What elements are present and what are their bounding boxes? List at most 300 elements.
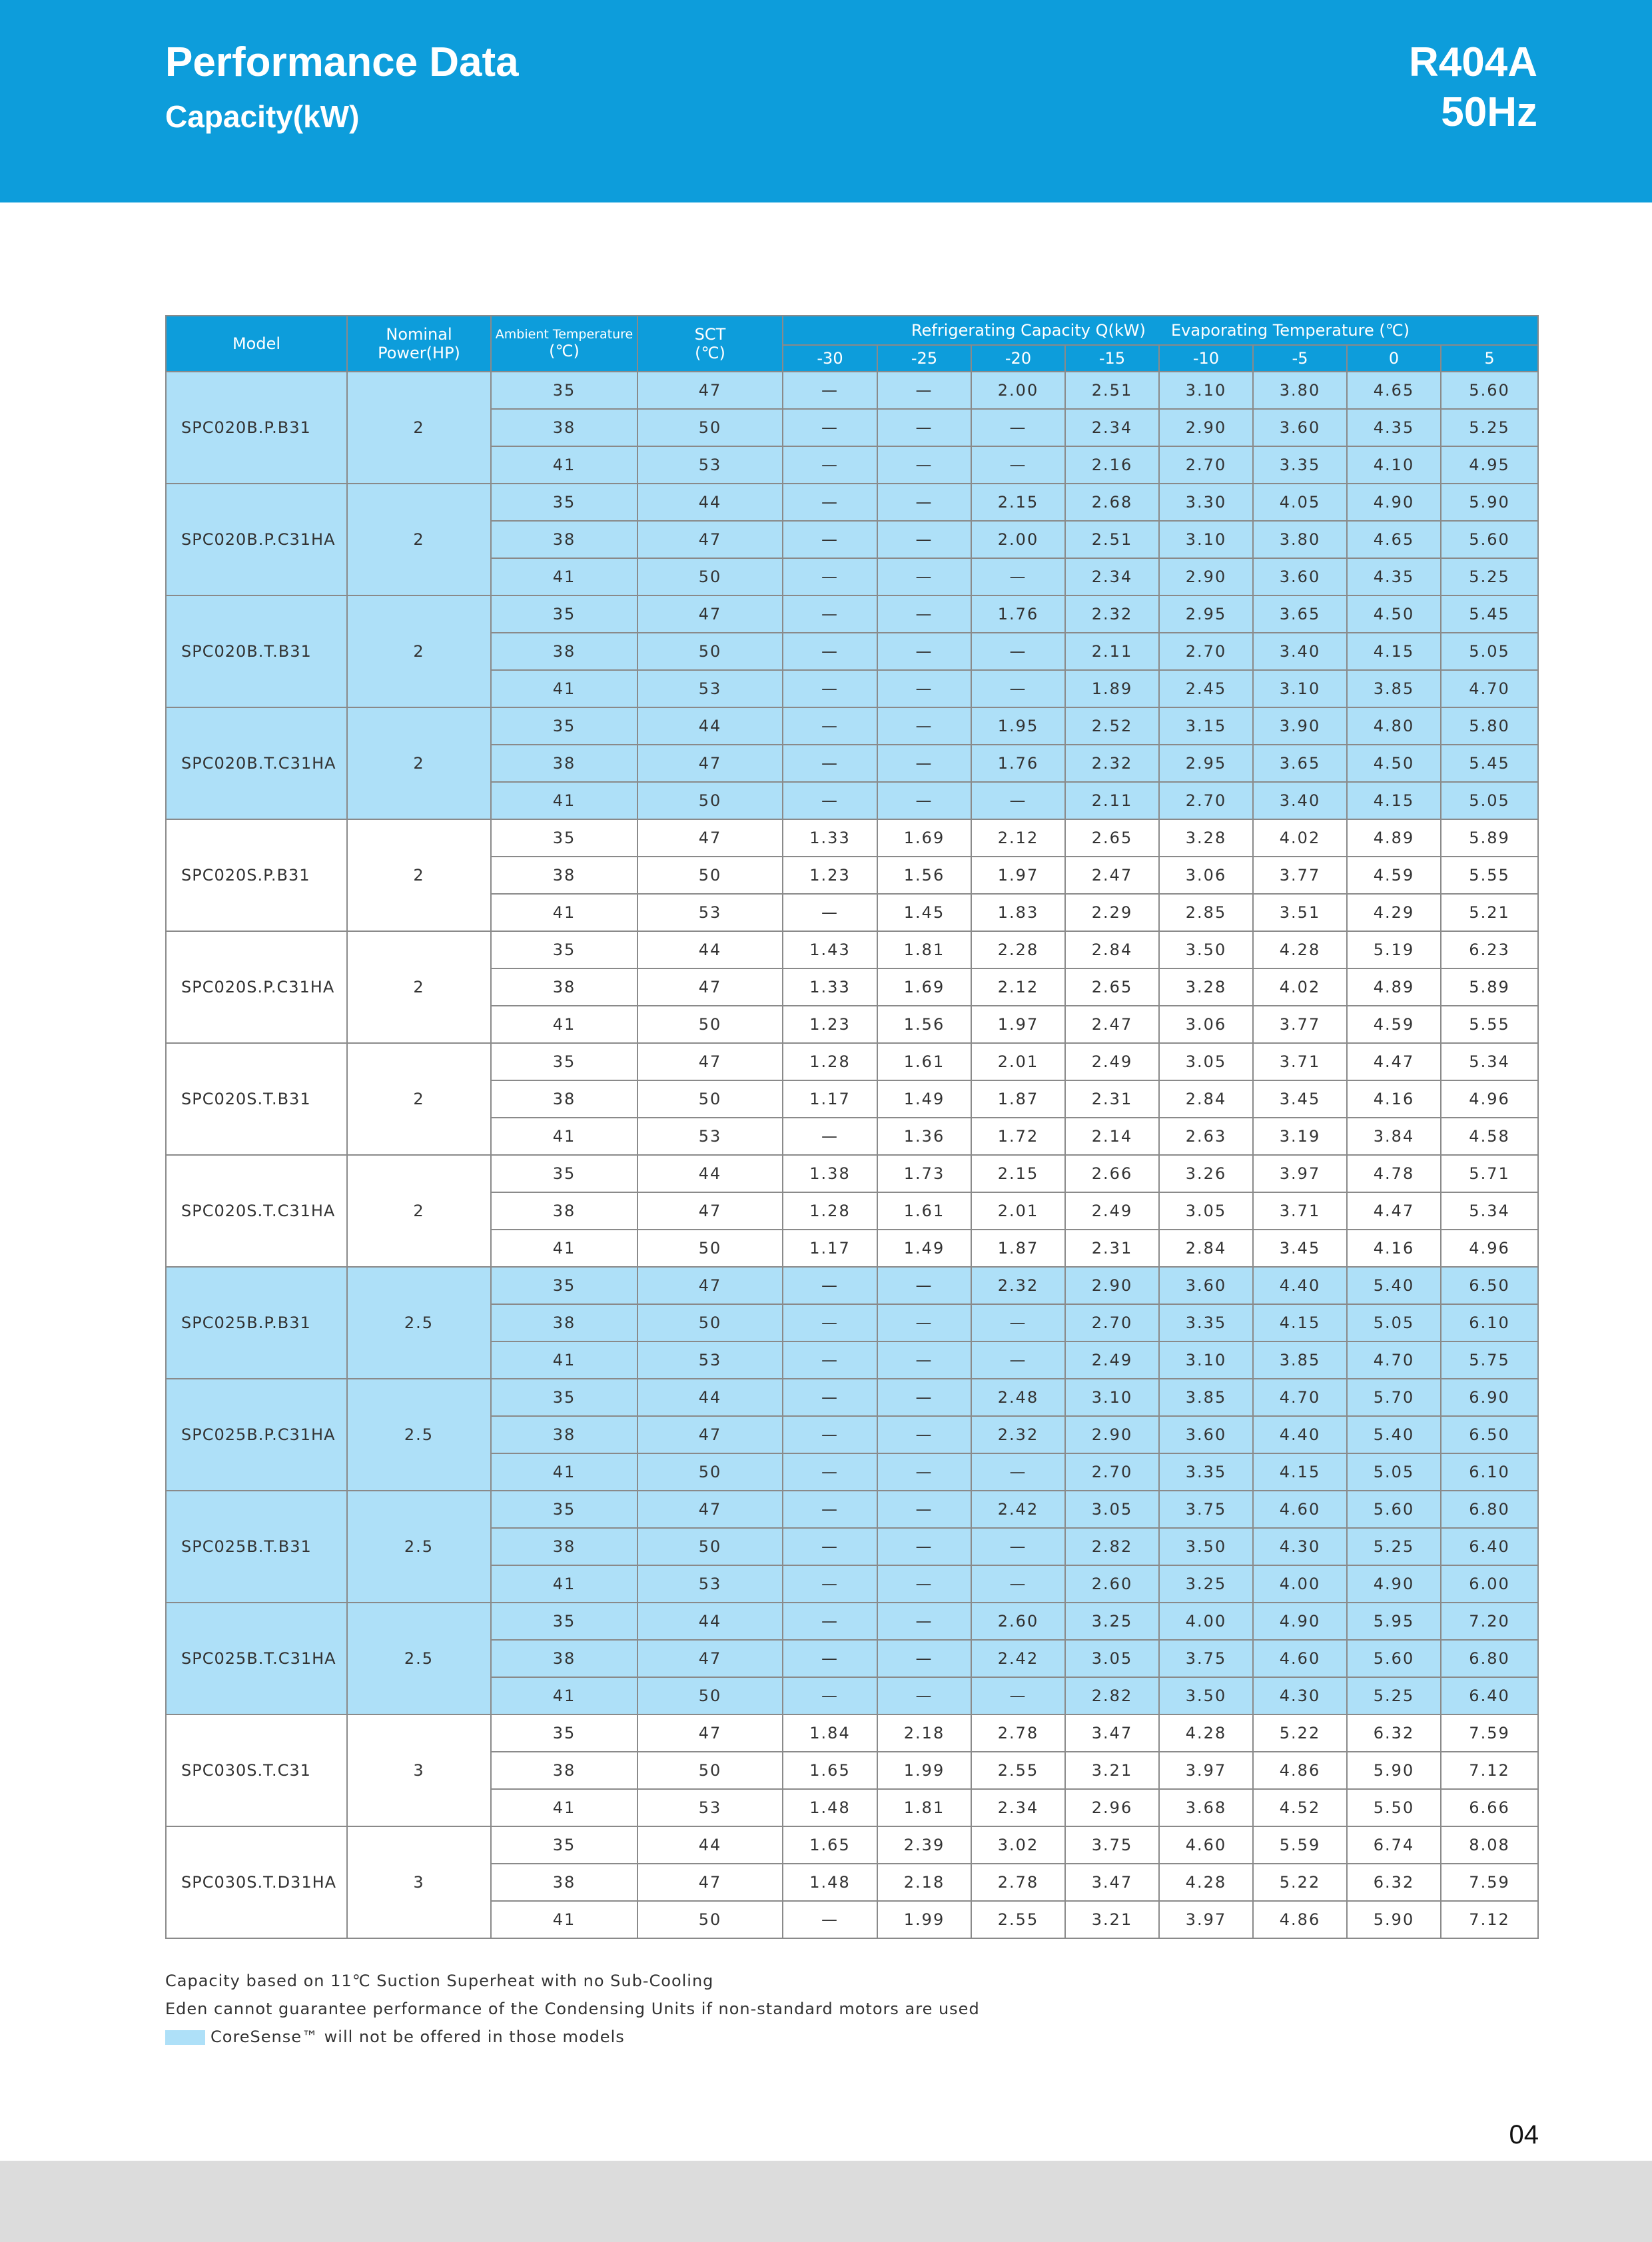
- capacity-value: 7.59: [1441, 1714, 1538, 1752]
- capacity-value: 4.40: [1253, 1267, 1347, 1304]
- page-subtitle: Capacity(kW): [165, 99, 360, 134]
- capacity-value: 1.28: [783, 1043, 877, 1080]
- capacity-value: 3.60: [1253, 409, 1347, 446]
- ambient-temp: 35: [491, 931, 637, 968]
- frequency-label: 50Hz: [1441, 89, 1537, 135]
- capacity-value: 2.95: [1159, 595, 1253, 633]
- capacity-value: 5.75: [1441, 1341, 1538, 1379]
- capacity-value: 4.15: [1347, 782, 1441, 819]
- capacity-value: 5.40: [1347, 1267, 1441, 1304]
- capacity-value: 2.70: [1159, 782, 1253, 819]
- capacity-value: —: [971, 1453, 1065, 1491]
- nominal-power: 2.5: [347, 1491, 491, 1603]
- capacity-value: —: [783, 1379, 877, 1416]
- capacity-value: 7.12: [1441, 1901, 1538, 1938]
- capacity-value: 4.70: [1253, 1379, 1347, 1416]
- evap-temp-header: -20: [971, 345, 1065, 372]
- ambient-temp: 38: [491, 521, 637, 558]
- capacity-value: 2.47: [1065, 1006, 1159, 1043]
- nominal-power: 2.5: [347, 1379, 491, 1491]
- model-name: SPC025B.T.C31HA: [166, 1603, 347, 1714]
- capacity-value: —: [783, 1603, 877, 1640]
- capacity-value: —: [783, 409, 877, 446]
- capacity-value: 4.89: [1347, 968, 1441, 1006]
- capacity-value: 3.77: [1253, 857, 1347, 894]
- capacity-value: 3.80: [1253, 521, 1347, 558]
- legend-text: CoreSense™ will not be offered in those models: [210, 2028, 625, 2046]
- model-name: SPC025B.P.C31HA: [166, 1379, 347, 1491]
- capacity-value: 7.12: [1441, 1752, 1538, 1789]
- capacity-value: 4.70: [1441, 670, 1538, 707]
- capacity-value: 3.35: [1159, 1453, 1253, 1491]
- capacity-value: 4.40: [1253, 1416, 1347, 1453]
- capacity-value: 2.52: [1065, 707, 1159, 745]
- capacity-value: —: [783, 558, 877, 595]
- capacity-value: 4.95: [1441, 446, 1538, 484]
- capacity-value: —: [971, 782, 1065, 819]
- capacity-value: 4.52: [1253, 1789, 1347, 1826]
- capacity-value: —: [783, 670, 877, 707]
- capacity-value: 1.17: [783, 1230, 877, 1267]
- capacity-value: 5.60: [1347, 1491, 1441, 1528]
- evap-temp-header: 5: [1441, 345, 1538, 372]
- capacity-value: —: [877, 1677, 971, 1714]
- capacity-value: 1.99: [877, 1901, 971, 1938]
- legend: [165, 2023, 980, 2051]
- capacity-value: 4.50: [1347, 745, 1441, 782]
- capacity-value: 6.10: [1441, 1453, 1538, 1491]
- capacity-value: —: [877, 670, 971, 707]
- ambient-temp: 35: [491, 484, 637, 521]
- capacity-value: 5.60: [1441, 372, 1538, 409]
- ambient-temp: 41: [491, 1565, 637, 1603]
- capacity-value: 2.11: [1065, 633, 1159, 670]
- sct-temp: 44: [637, 1155, 783, 1192]
- ambient-temp: 41: [491, 1230, 637, 1267]
- capacity-value: 1.87: [971, 1080, 1065, 1118]
- sct-temp: 53: [637, 1789, 783, 1826]
- capacity-value: —: [877, 1453, 971, 1491]
- sct-temp: 50: [637, 1752, 783, 1789]
- capacity-value: 1.56: [877, 1006, 971, 1043]
- sct-temp: 50: [637, 633, 783, 670]
- sct-temp: 53: [637, 1341, 783, 1379]
- evap-temp-header: -10: [1159, 345, 1253, 372]
- capacity-value: 3.75: [1065, 1826, 1159, 1864]
- capacity-value: 3.47: [1065, 1864, 1159, 1901]
- sct-temp: 47: [637, 1192, 783, 1230]
- capacity-value: 2.18: [877, 1714, 971, 1752]
- capacity-value: 2.00: [971, 521, 1065, 558]
- capacity-value: 4.02: [1253, 968, 1347, 1006]
- capacity-value: 3.02: [971, 1826, 1065, 1864]
- capacity-value: 1.28: [783, 1192, 877, 1230]
- sct-temp: 47: [637, 819, 783, 857]
- capacity-value: 1.33: [783, 968, 877, 1006]
- capacity-value: 2.55: [971, 1752, 1065, 1789]
- ambient-temp: 35: [491, 819, 637, 857]
- capacity-value: 4.15: [1347, 633, 1441, 670]
- capacity-value: —: [877, 521, 971, 558]
- capacity-value: —: [877, 1416, 971, 1453]
- capacity-value: 1.43: [783, 931, 877, 968]
- nominal-power: 2.5: [347, 1603, 491, 1714]
- capacity-value: 2.96: [1065, 1789, 1159, 1826]
- capacity-value: 5.59: [1253, 1826, 1347, 1864]
- page-number: 04: [1509, 2120, 1539, 2149]
- capacity-value: 4.78: [1347, 1155, 1441, 1192]
- performance-table-wrapper: [165, 315, 1537, 1939]
- nominal-power: 2: [347, 707, 491, 819]
- capacity-value: 2.15: [971, 1155, 1065, 1192]
- capacity-value: 4.58: [1441, 1118, 1538, 1155]
- capacity-value: 3.10: [1065, 1379, 1159, 1416]
- sct-temp: 50: [637, 1677, 783, 1714]
- capacity-value: —: [971, 446, 1065, 484]
- table-row: [166, 707, 1538, 745]
- capacity-value: 2.60: [971, 1603, 1065, 1640]
- notes: [165, 1967, 980, 2051]
- capacity-value: 2.51: [1065, 521, 1159, 558]
- capacity-value: 2.85: [1159, 894, 1253, 931]
- ambient-temp: 41: [491, 670, 637, 707]
- capacity-value: 3.05: [1065, 1640, 1159, 1677]
- capacity-value: 4.47: [1347, 1192, 1441, 1230]
- sct-temp: 44: [637, 1379, 783, 1416]
- capacity-value: —: [877, 1304, 971, 1341]
- capacity-value: —: [783, 521, 877, 558]
- capacity-value: 3.75: [1159, 1491, 1253, 1528]
- capacity-value: 5.70: [1347, 1379, 1441, 1416]
- ambient-temp: 41: [491, 1006, 637, 1043]
- capacity-value: 2.49: [1065, 1192, 1159, 1230]
- col-ambient-unit: (℃): [549, 342, 580, 360]
- capacity-value: —: [783, 484, 877, 521]
- capacity-value: —: [783, 1341, 877, 1379]
- capacity-value: —: [783, 633, 877, 670]
- capacity-value: 3.25: [1159, 1565, 1253, 1603]
- capacity-value: 4.96: [1441, 1230, 1538, 1267]
- col-sct: [637, 316, 783, 372]
- capacity-value: 3.77: [1253, 1006, 1347, 1043]
- capacity-value: 5.45: [1441, 745, 1538, 782]
- ambient-temp: 38: [491, 968, 637, 1006]
- sct-temp: 53: [637, 1118, 783, 1155]
- capacity-value: 3.75: [1159, 1640, 1253, 1677]
- model-name: SPC020B.T.C31HA: [166, 707, 347, 819]
- capacity-value: 3.06: [1159, 857, 1253, 894]
- capacity-value: 1.81: [877, 1789, 971, 1826]
- capacity-value: —: [971, 1304, 1065, 1341]
- capacity-value: —: [877, 558, 971, 595]
- model-name: SPC020S.T.C31HA: [166, 1155, 347, 1267]
- capacity-value: 3.10: [1253, 670, 1347, 707]
- capacity-value: 2.70: [1065, 1453, 1159, 1491]
- capacity-value: 4.02: [1253, 819, 1347, 857]
- ambient-temp: 38: [491, 1528, 637, 1565]
- ambient-temp: 35: [491, 1826, 637, 1864]
- model-name: SPC025B.P.B31: [166, 1267, 347, 1379]
- capacity-value: 3.15: [1159, 707, 1253, 745]
- capacity-value: —: [971, 633, 1065, 670]
- capacity-value: 4.90: [1347, 1565, 1441, 1603]
- capacity-value: —: [783, 595, 877, 633]
- capacity-value: —: [783, 1453, 877, 1491]
- capacity-value: 2.01: [971, 1043, 1065, 1080]
- nominal-power: 3: [347, 1826, 491, 1938]
- capacity-value: 1.69: [877, 968, 971, 1006]
- ambient-temp: 41: [491, 782, 637, 819]
- capacity-value: 4.90: [1253, 1603, 1347, 1640]
- capacity-value: —: [877, 1379, 971, 1416]
- evap-temp-header: -5: [1253, 345, 1347, 372]
- ambient-temp: 38: [491, 409, 637, 446]
- capacity-value: 4.90: [1347, 484, 1441, 521]
- capacity-value: 2.34: [1065, 558, 1159, 595]
- capacity-value: 3.06: [1159, 1006, 1253, 1043]
- capacity-value: 2.82: [1065, 1528, 1159, 1565]
- capacity-value: 1.83: [971, 894, 1065, 931]
- table-row: [166, 1826, 1538, 1864]
- capacity-value: 4.28: [1253, 931, 1347, 968]
- capacity-value: —: [971, 1528, 1065, 1565]
- capacity-value: 2.78: [971, 1864, 1065, 1901]
- capacity-value: 1.48: [783, 1789, 877, 1826]
- sct-temp: 53: [637, 894, 783, 931]
- capacity-value: 1.69: [877, 819, 971, 857]
- model-name: SPC020S.P.C31HA: [166, 931, 347, 1043]
- ambient-temp: 41: [491, 894, 637, 931]
- capacity-value: —: [877, 1528, 971, 1565]
- col-ambient: [491, 316, 637, 372]
- capacity-value: 4.60: [1253, 1640, 1347, 1677]
- sct-temp: 47: [637, 1416, 783, 1453]
- capacity-value: 2.84: [1065, 931, 1159, 968]
- capacity-value: 1.33: [783, 819, 877, 857]
- capacity-value: 5.55: [1441, 1006, 1538, 1043]
- capacity-value: 2.84: [1159, 1080, 1253, 1118]
- capacity-value: 5.90: [1347, 1901, 1441, 1938]
- capacity-value: —: [783, 1118, 877, 1155]
- capacity-value: 4.96: [1441, 1080, 1538, 1118]
- capacity-value: 2.42: [971, 1640, 1065, 1677]
- capacity-value: 2.90: [1065, 1416, 1159, 1453]
- ambient-temp: 41: [491, 1789, 637, 1826]
- capacity-value: 3.35: [1253, 446, 1347, 484]
- capacity-value: 2.78: [971, 1714, 1065, 1752]
- capacity-value: 4.60: [1159, 1826, 1253, 1864]
- sct-temp: 50: [637, 857, 783, 894]
- sct-temp: 50: [637, 1528, 783, 1565]
- ambient-temp: 41: [491, 1118, 637, 1155]
- capacity-value: 4.59: [1347, 1006, 1441, 1043]
- model-name: SPC030S.T.D31HA: [166, 1826, 347, 1938]
- capacity-value: 3.90: [1253, 707, 1347, 745]
- page-title: Performance Data: [165, 39, 519, 85]
- capacity-value: —: [783, 1267, 877, 1304]
- capacity-value: 3.60: [1159, 1267, 1253, 1304]
- capacity-value: 5.34: [1441, 1043, 1538, 1080]
- capacity-value: 5.89: [1441, 819, 1538, 857]
- capacity-value: 5.34: [1441, 1192, 1538, 1230]
- capacity-value: 6.74: [1347, 1826, 1441, 1864]
- sct-temp: 47: [637, 521, 783, 558]
- nominal-power: 2: [347, 372, 491, 484]
- capacity-value: 3.10: [1159, 1341, 1253, 1379]
- capacity-value: —: [783, 1528, 877, 1565]
- nominal-power: 2: [347, 931, 491, 1043]
- capacity-value: 2.34: [1065, 409, 1159, 446]
- sct-temp: 47: [637, 1267, 783, 1304]
- capacity-value: 6.40: [1441, 1677, 1538, 1714]
- capacity-value: 4.70: [1347, 1341, 1441, 1379]
- capacity-value: 5.60: [1441, 521, 1538, 558]
- capacity-value: —: [783, 1901, 877, 1938]
- capacity-value: —: [783, 1304, 877, 1341]
- sct-temp: 50: [637, 782, 783, 819]
- ambient-temp: 41: [491, 1341, 637, 1379]
- capacity-value: 3.05: [1159, 1192, 1253, 1230]
- capacity-value: —: [783, 1565, 877, 1603]
- capacity-value: 3.97: [1159, 1752, 1253, 1789]
- capacity-value: 2.45: [1159, 670, 1253, 707]
- ambient-temp: 35: [491, 595, 637, 633]
- capacity-value: 2.70: [1159, 446, 1253, 484]
- capacity-value: —: [877, 1491, 971, 1528]
- capacity-value: 5.05: [1441, 633, 1538, 670]
- capacity-value: —: [877, 1640, 971, 1677]
- capacity-value: 5.05: [1347, 1304, 1441, 1341]
- capacity-value: 4.28: [1159, 1714, 1253, 1752]
- capacity-value: 1.56: [877, 857, 971, 894]
- capacity-value: —: [783, 745, 877, 782]
- ambient-temp: 41: [491, 1453, 637, 1491]
- capacity-value: 1.72: [971, 1118, 1065, 1155]
- capacity-value: 2.12: [971, 968, 1065, 1006]
- sct-temp: 53: [637, 446, 783, 484]
- capacity-value: 1.87: [971, 1230, 1065, 1267]
- capacity-value: 1.95: [971, 707, 1065, 745]
- capacity-value: 4.50: [1347, 595, 1441, 633]
- capacity-value: 5.45: [1441, 595, 1538, 633]
- ambient-temp: 38: [491, 1080, 637, 1118]
- capacity-value: 5.40: [1347, 1416, 1441, 1453]
- page-footer: [0, 2161, 1652, 2242]
- table-row: [166, 1491, 1538, 1528]
- capacity-value: 6.50: [1441, 1416, 1538, 1453]
- capacity-value: —: [783, 446, 877, 484]
- capacity-value: 5.25: [1347, 1677, 1441, 1714]
- capacity-value: 3.21: [1065, 1752, 1159, 1789]
- capacity-value: 5.25: [1347, 1528, 1441, 1565]
- capacity-value: —: [971, 670, 1065, 707]
- capacity-value: 2.18: [877, 1864, 971, 1901]
- capacity-value: 2.65: [1065, 819, 1159, 857]
- capacity-value: 2.34: [971, 1789, 1065, 1826]
- capacity-value: 6.10: [1441, 1304, 1538, 1341]
- model-name: SPC020S.P.B31: [166, 819, 347, 931]
- table-row: [166, 484, 1538, 521]
- capacity-value: —: [783, 1416, 877, 1453]
- capacity-value: —: [877, 446, 971, 484]
- note-superheat: Capacity based on 11℃ Suction Superheat with no Sub-Cooling: [165, 1972, 714, 1990]
- capacity-value: 2.01: [971, 1192, 1065, 1230]
- capacity-value: 3.60: [1159, 1416, 1253, 1453]
- col-model: Model: [166, 316, 347, 372]
- capacity-value: 5.50: [1347, 1789, 1441, 1826]
- capacity-value: 2.49: [1065, 1341, 1159, 1379]
- capacity-value: 7.20: [1441, 1603, 1538, 1640]
- model-name: SPC020B.T.B31: [166, 595, 347, 707]
- ambient-temp: 41: [491, 558, 637, 595]
- col-sct-label: SCT: [694, 325, 726, 344]
- table-header: [166, 316, 1538, 372]
- capacity-value: 2.82: [1065, 1677, 1159, 1714]
- sct-temp: 53: [637, 670, 783, 707]
- capacity-value: 3.35: [1159, 1304, 1253, 1341]
- capacity-value: 1.23: [783, 1006, 877, 1043]
- col-nominal-power: [347, 316, 491, 372]
- capacity-value: 3.85: [1253, 1341, 1347, 1379]
- sct-temp: 50: [637, 1006, 783, 1043]
- sct-temp: 50: [637, 1230, 783, 1267]
- model-name: SPC020B.P.B31: [166, 372, 347, 484]
- capacity-value: 3.21: [1065, 1901, 1159, 1938]
- capacity-value: 2.65: [1065, 968, 1159, 1006]
- col-ambient-label: Ambient Temperature: [495, 327, 633, 342]
- capacity-value: 3.40: [1253, 633, 1347, 670]
- table-body: [166, 372, 1538, 1938]
- capacity-value: 5.22: [1253, 1864, 1347, 1901]
- capacity-value: —: [877, 409, 971, 446]
- capacity-value: —: [783, 707, 877, 745]
- capacity-value: 1.49: [877, 1080, 971, 1118]
- nominal-power: 2: [347, 1043, 491, 1155]
- capacity-value: 2.95: [1159, 745, 1253, 782]
- capacity-value: 5.19: [1347, 931, 1441, 968]
- capacity-value: 2.42: [971, 1491, 1065, 1528]
- ambient-temp: 35: [491, 1491, 637, 1528]
- capacity-value: 3.50: [1159, 1677, 1253, 1714]
- legend-swatch: [165, 2030, 205, 2045]
- capacity-value: 3.30: [1159, 484, 1253, 521]
- capacity-value: 2.90: [1159, 558, 1253, 595]
- capacity-value: 2.68: [1065, 484, 1159, 521]
- table-row: [166, 1379, 1538, 1416]
- table-row: [166, 1603, 1538, 1640]
- capacity-value: —: [971, 558, 1065, 595]
- capacity-value: 3.71: [1253, 1043, 1347, 1080]
- capacity-value: 6.40: [1441, 1528, 1538, 1565]
- sct-temp: 47: [637, 1864, 783, 1901]
- capacity-value: 1.65: [783, 1752, 877, 1789]
- nominal-power: 2: [347, 1155, 491, 1267]
- capacity-value: 2.90: [1065, 1267, 1159, 1304]
- capacity-value: 3.45: [1253, 1230, 1347, 1267]
- capacity-value: 3.50: [1159, 1528, 1253, 1565]
- capacity-value: 3.80: [1253, 372, 1347, 409]
- capacity-value: 1.99: [877, 1752, 971, 1789]
- ambient-temp: 35: [491, 1379, 637, 1416]
- capacity-value: 2.12: [971, 819, 1065, 857]
- table-row: [166, 1714, 1538, 1752]
- capacity-value: —: [783, 1491, 877, 1528]
- capacity-value: 4.29: [1347, 894, 1441, 931]
- capacity-value: —: [783, 894, 877, 931]
- capacity-value: —: [971, 409, 1065, 446]
- capacity-value: —: [877, 745, 971, 782]
- ambient-temp: 35: [491, 1267, 637, 1304]
